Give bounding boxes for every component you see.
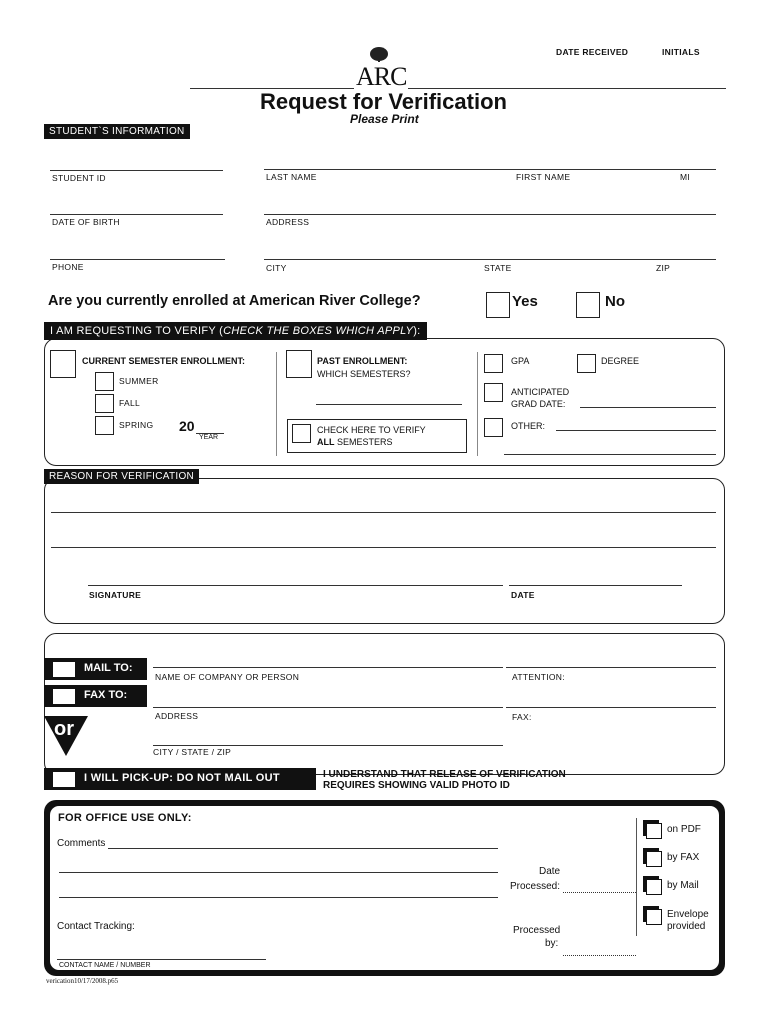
year-prefix: 20 [179,418,195,434]
contact-tracking-label: Contact Tracking: [57,921,135,932]
anticipated-label-2: GRAD DATE: [511,399,566,409]
other-label: OTHER: [511,421,546,431]
last-name-label: LAST NAME [266,172,317,182]
degree-label: DEGREE [601,356,640,366]
phone-label: PHONE [52,262,84,272]
current-semester-label: CURRENT SEMESTER ENROLLMENT: [82,356,246,366]
processed-by-label-1: Processed [513,925,561,936]
reason-panel [44,478,725,624]
summer-checkbox[interactable] [95,372,114,391]
no-checkbox[interactable] [576,292,600,318]
fax-to-checkbox[interactable] [52,688,76,705]
gpa-checkbox[interactable] [484,354,503,373]
past-enrollment-checkbox[interactable] [286,350,312,378]
date-received-label: DATE RECEIVED [556,47,629,57]
summer-label: SUMMER [119,376,159,386]
dob-field[interactable] [50,214,223,215]
page-subtitle: Please Print [350,112,419,126]
understand-line-2: REQUIRES SHOWING VALID PHOTO ID [323,780,510,791]
city-state-zip-delivery-field[interactable] [153,745,503,746]
delivery-address-field[interactable] [153,707,503,708]
city-label: CITY [266,263,287,273]
date-field[interactable] [509,585,682,586]
by-fax-label: by FAX [667,852,700,863]
by-mail-checkbox[interactable] [646,879,662,895]
footer-file: verication10/17/2008.p65 [46,977,119,985]
which-semesters-label: WHICH SEMESTERS? [317,369,411,379]
anticipated-label-1: ANTICIPATED [511,387,570,397]
other-field-2[interactable] [504,454,716,455]
spring-checkbox[interactable] [95,416,114,435]
verify-all-checkbox[interactable] [292,424,311,443]
dob-label: DATE OF BIRTH [52,217,120,227]
mail-to-checkbox[interactable] [52,661,76,678]
office-divider [636,818,637,936]
student-info-heading: STUDENT`S INFORMATION [44,124,190,139]
on-pdf-checkbox[interactable] [646,823,662,839]
state-label: STATE [484,263,512,273]
degree-checkbox[interactable] [577,354,596,373]
other-checkbox[interactable] [484,418,503,437]
date-processed-field[interactable] [563,892,636,893]
phone-field[interactable] [50,259,225,260]
company-name-label: NAME OF COMPANY OR PERSON [155,672,300,682]
date-processed-label-1: Date [539,866,561,877]
gpa-label: GPA [511,356,530,366]
comments-field-1[interactable] [108,848,498,849]
page-title: Request for Verification [260,89,507,114]
office-heading: FOR OFFICE USE ONLY: [58,812,192,824]
past-enrollment-label: PAST ENROLLMENT: [317,356,408,366]
yes-checkbox[interactable] [486,292,510,318]
by-mail-label: by Mail [667,880,699,891]
city-state-zip-label: CITY / STATE / ZIP [153,747,232,757]
grad-date-field[interactable] [580,407,716,408]
enrolled-question: Are you currently enrolled at American River College? [48,293,421,309]
fall-label: FALL [119,398,141,408]
envelope-label-1: Envelope [667,909,709,920]
envelope-checkbox[interactable] [646,909,662,925]
contact-name-label: CONTACT NAME / NUMBER [59,962,151,969]
no-label: No [605,293,625,310]
mail-to-label: MAIL TO: [84,662,133,674]
other-field[interactable] [556,430,716,431]
yes-label: Yes [512,293,538,310]
pickup-label: I WILL PICK-UP: DO NOT MAIL OUT [84,772,280,784]
reason-heading: REASON FOR VERIFICATION [44,469,199,484]
or-label: or [54,718,74,740]
address-label: ADDRESS [266,217,310,227]
student-id-label: STUDENT ID [52,173,106,183]
current-semester-checkbox[interactable] [50,350,76,378]
first-name-label: FIRST NAME [516,172,571,182]
by-fax-checkbox[interactable] [646,851,662,867]
comments-field-3[interactable] [59,897,498,898]
verify-all-line1: CHECK HERE TO VERIFY [317,425,426,435]
processed-by-label-2: by: [545,938,559,949]
initials-label: INITIALS [662,47,700,57]
understand-line-1: I UNDERSTAND THAT RELEASE OF VERIFICATION [323,769,566,780]
fall-checkbox[interactable] [95,394,114,413]
zip-label: ZIP [656,263,671,273]
which-semesters-field[interactable] [316,404,462,405]
office-panel [50,806,719,970]
signature-field[interactable] [88,585,503,586]
attention-field[interactable] [506,667,716,668]
company-name-field[interactable] [153,667,503,668]
reason-line-2[interactable] [51,547,716,548]
contact-name-field[interactable] [57,959,266,960]
comments-label: Comments [57,838,106,849]
address-field[interactable] [264,214,716,215]
fax-to-label: FAX TO: [84,689,128,701]
name-field[interactable] [264,169,716,170]
fax-label: FAX: [512,712,532,722]
fax-field[interactable] [506,707,716,708]
city-state-zip-field[interactable] [264,259,716,260]
attention-label: ATTENTION: [512,672,565,682]
date-processed-label-2: Processed: [510,881,561,892]
anticipated-checkbox[interactable] [484,383,503,402]
processed-by-field[interactable] [563,955,636,956]
verify-divider-1 [276,352,277,456]
date-label: DATE [511,590,535,600]
delivery-address-label: ADDRESS [155,711,199,721]
verify-heading: I AM REQUESTING TO VERIFY (CHECK THE BOXES WHICH APPLY): [44,322,427,340]
student-id-field[interactable] [50,170,223,171]
signature-label: SIGNATURE [89,590,142,600]
pickup-checkbox[interactable] [52,771,76,788]
mi-label: MI [680,172,691,182]
spring-label: SPRING [119,420,154,430]
comments-field-2[interactable] [59,872,498,873]
verify-divider-2 [477,352,478,456]
year-label: YEAR [199,434,219,441]
arc-logo: ARC [356,62,407,91]
envelope-label-2: provided [667,921,706,932]
verify-all-line2: ALL SEMESTERS [317,437,393,447]
reason-line-1[interactable] [51,512,716,513]
on-pdf-label: on PDF [667,824,701,835]
